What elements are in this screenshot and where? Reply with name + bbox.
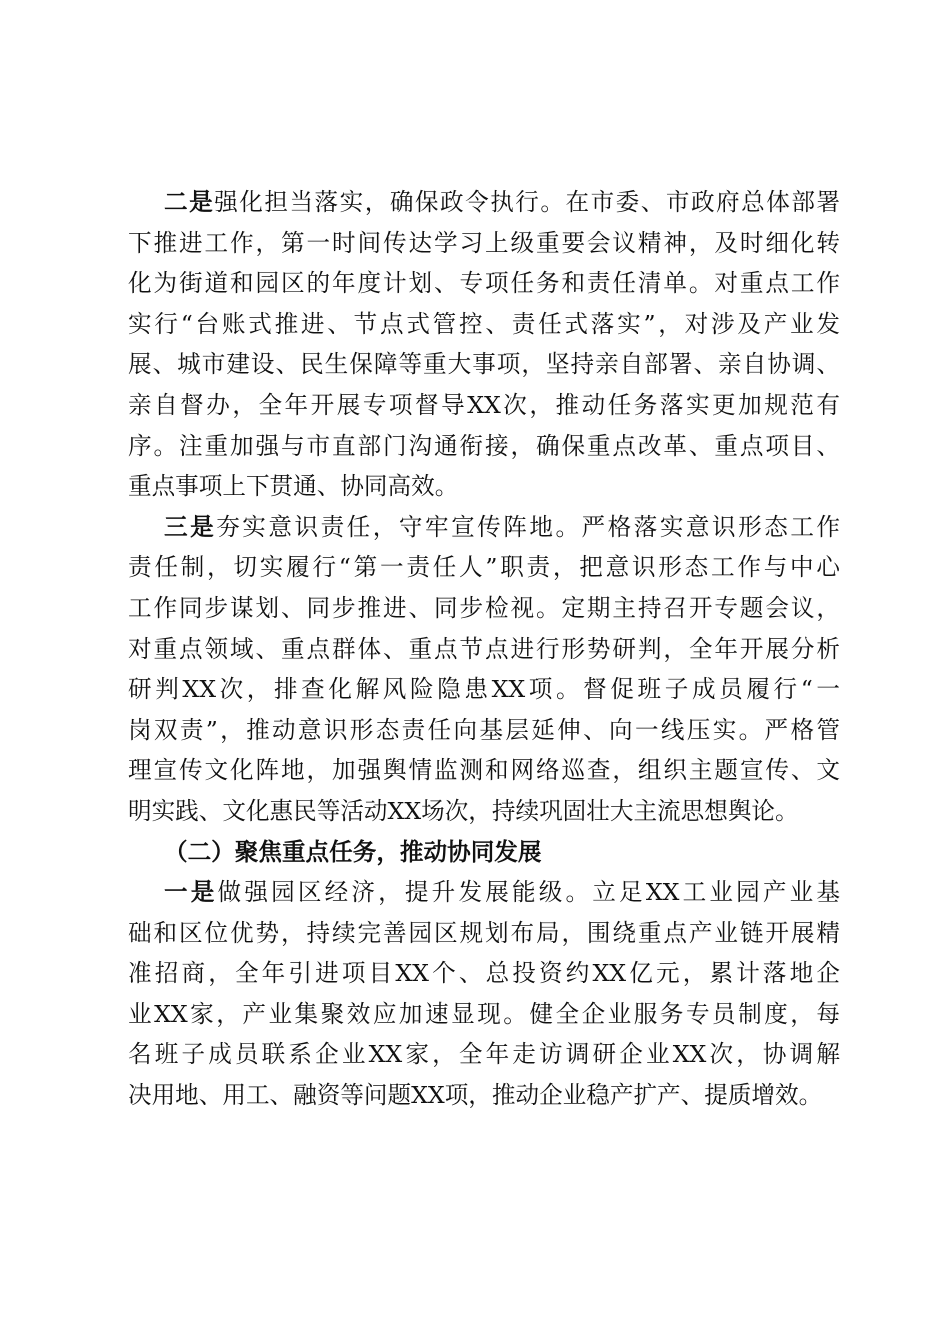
text-line: 决用地、用工、融资等问题XX项，推动企业稳产扩产、提质增效。 [128, 1081, 823, 1110]
text-line: 序。注重加强与市直部门沟通衔接，确保重点改革、重点项目、 [128, 431, 840, 460]
paragraph-lead: 三是 [164, 512, 217, 541]
section-heading: （二）聚焦重点任务，推动协同发展 [164, 837, 542, 866]
text-line: 实行“台账式推进、节点式管控、责任式落实”，对涉及产业发 [128, 309, 840, 338]
text-line: 名班子成员联系企业XX家，全年走访调研企业XX次，协调解 [128, 1040, 840, 1069]
text-line: 准招商，全年引进项目XX个、总投资约XX亿元，累计落地企 [128, 959, 840, 988]
text-line: 展、城市建设、民生保障等重大事项，坚持亲自部署、亲自协调、 [128, 350, 840, 379]
text-line: 亲自督办，全年开展专项督导XX次，推动任务落实更加规范有 [128, 390, 840, 419]
text-line: 岗双责”，推动意识形态责任向基层延伸、向一线压实。严格管 [128, 715, 840, 744]
text-line: 工作同步谋划、同步推进、同步检视。定期主持召开专题会议， [128, 593, 840, 622]
paragraph-3 [128, 507, 840, 832]
text-line: 础和区位优势，持续完善园区规划布局，围绕重点产业链开展精 [128, 918, 840, 947]
text-line: 一是做强园区经济，提升发展能级。立足XX工业园产业基 [164, 878, 841, 907]
text-line: 重点事项上下贯通、协同高效。 [128, 472, 459, 501]
text-line: 二是强化担当落实，确保政令执行。在市委、市政府总体部署 [164, 188, 841, 216]
text-line: 三是夯实意识责任，守牢宣传阵地。严格落实意识形态工作 [164, 512, 841, 541]
text-line: 对重点领域、重点群体、重点节点进行形势研判，全年开展分析 [128, 634, 840, 663]
paragraph-4 [128, 872, 840, 1116]
text-line: 理宣传文化阵地，加强舆情监测和网络巡查，组织主题宣传、文 [128, 756, 840, 785]
text-line: 明实践、文化惠民等活动XX场次，持续巩固壮大主流思想舆论。 [128, 796, 799, 825]
paragraph-2 [128, 182, 840, 507]
text-line: 研判XX次，排查化解风险隐患XX项。督促班子成员履行“一 [128, 675, 840, 704]
paragraph-lead: 一是 [164, 878, 218, 907]
text-line: 业XX家，产业集聚效应加速显现。健全企业服务专员制度，每 [128, 999, 840, 1028]
text-line: 下推进工作，第一时间传达学习上级重要会议精神，及时细化转 [128, 228, 840, 257]
text-line: 责任制，切实履行“第一责任人”职责，把意识形态工作与中心 [128, 553, 840, 582]
paragraph-lead: 二是 [164, 188, 215, 216]
text-line: 化为街道和园区的年度计划、专项任务和责任清单。对重点工作 [128, 269, 840, 298]
document-body [128, 182, 840, 1116]
